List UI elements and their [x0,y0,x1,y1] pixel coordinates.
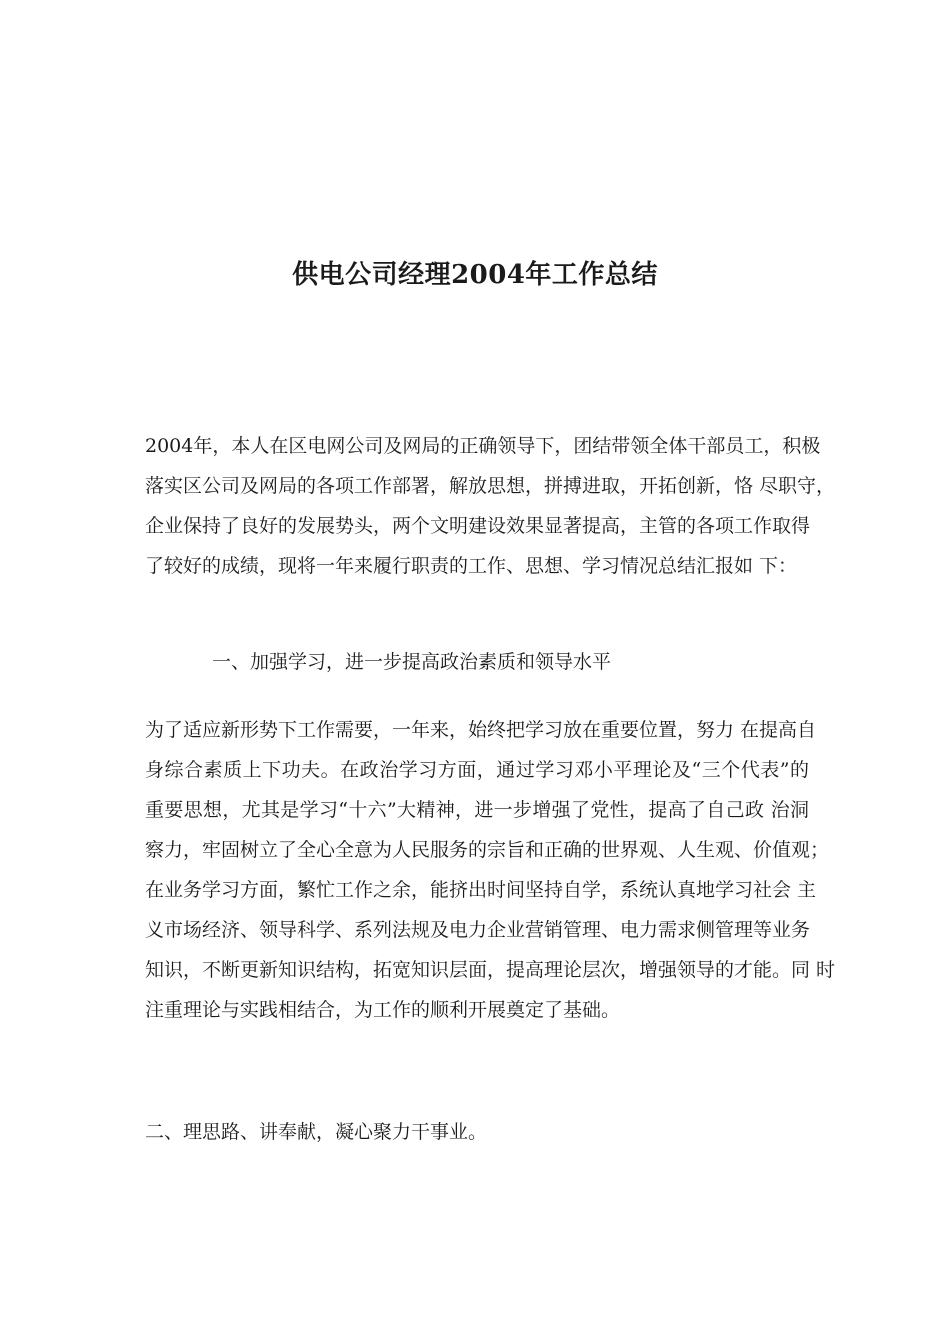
intro-line: 企业保持了良好的发展势头，两个文明建设效果显著提高，主管的各项工作取得 [145,515,811,537]
document-title: 供电公司经理2004年工作总结 [292,260,658,291]
intro-line: 2004年，本人在区电网公司及网局的正确领导下，团结带领全体干部员工，积极 [145,435,821,457]
section-1-line: 义市场经济、领导科学、系列法规及电力企业营销管理、电力需求侧管理等业务 [145,919,811,941]
section-1-line: 身综合素质上下功夫。在政治学习方面，通过学习邓小平理论及“三个代表”的 [145,759,809,781]
section-1-line: 察力，牢固树立了全心全意为人民服务的宗旨和正确的世界观、人生观、价值观； [145,839,830,861]
section-1-line: 为了适应新形势下工作需要，一年来，始终把学习放在重要位置，努力 在提高自 [145,719,817,741]
section-1-line: 重要思想，尤其是学习“十六”大精神，进一步增强了党性，提高了自己政 治洞 [145,799,809,821]
section-1-heading: 一、加强学习，进一步提高政治素质和领导水平 [212,651,612,673]
section-1-line: 在业务学习方面，繁忙工作之余，能挤出时间坚持自学，系统认真地学习社会 主 [145,879,817,901]
intro-line: 落实区公司及网局的各项工作部署，解放思想，拼搏进取，开拓创新，恪 尽职守， [145,475,836,497]
intro-paragraph [145,426,836,586]
intro-line: 了较好的成绩，现将一年来履行职责的工作、思想、学习情况总结汇报如 下： [145,555,798,577]
section-1-line: 注重理论与实践相结合，为工作的顺利开展奠定了基础。 [145,999,621,1021]
section-1-paragraph [145,710,836,1030]
section-1-line: 知识，不断更新知识结构，拓宽知识层面，提高理论层次，增强领导的才能。同 时 [145,959,836,981]
section-2-heading: 二、理思路、讲奉献，凝心聚力干事业。 [145,1121,488,1143]
